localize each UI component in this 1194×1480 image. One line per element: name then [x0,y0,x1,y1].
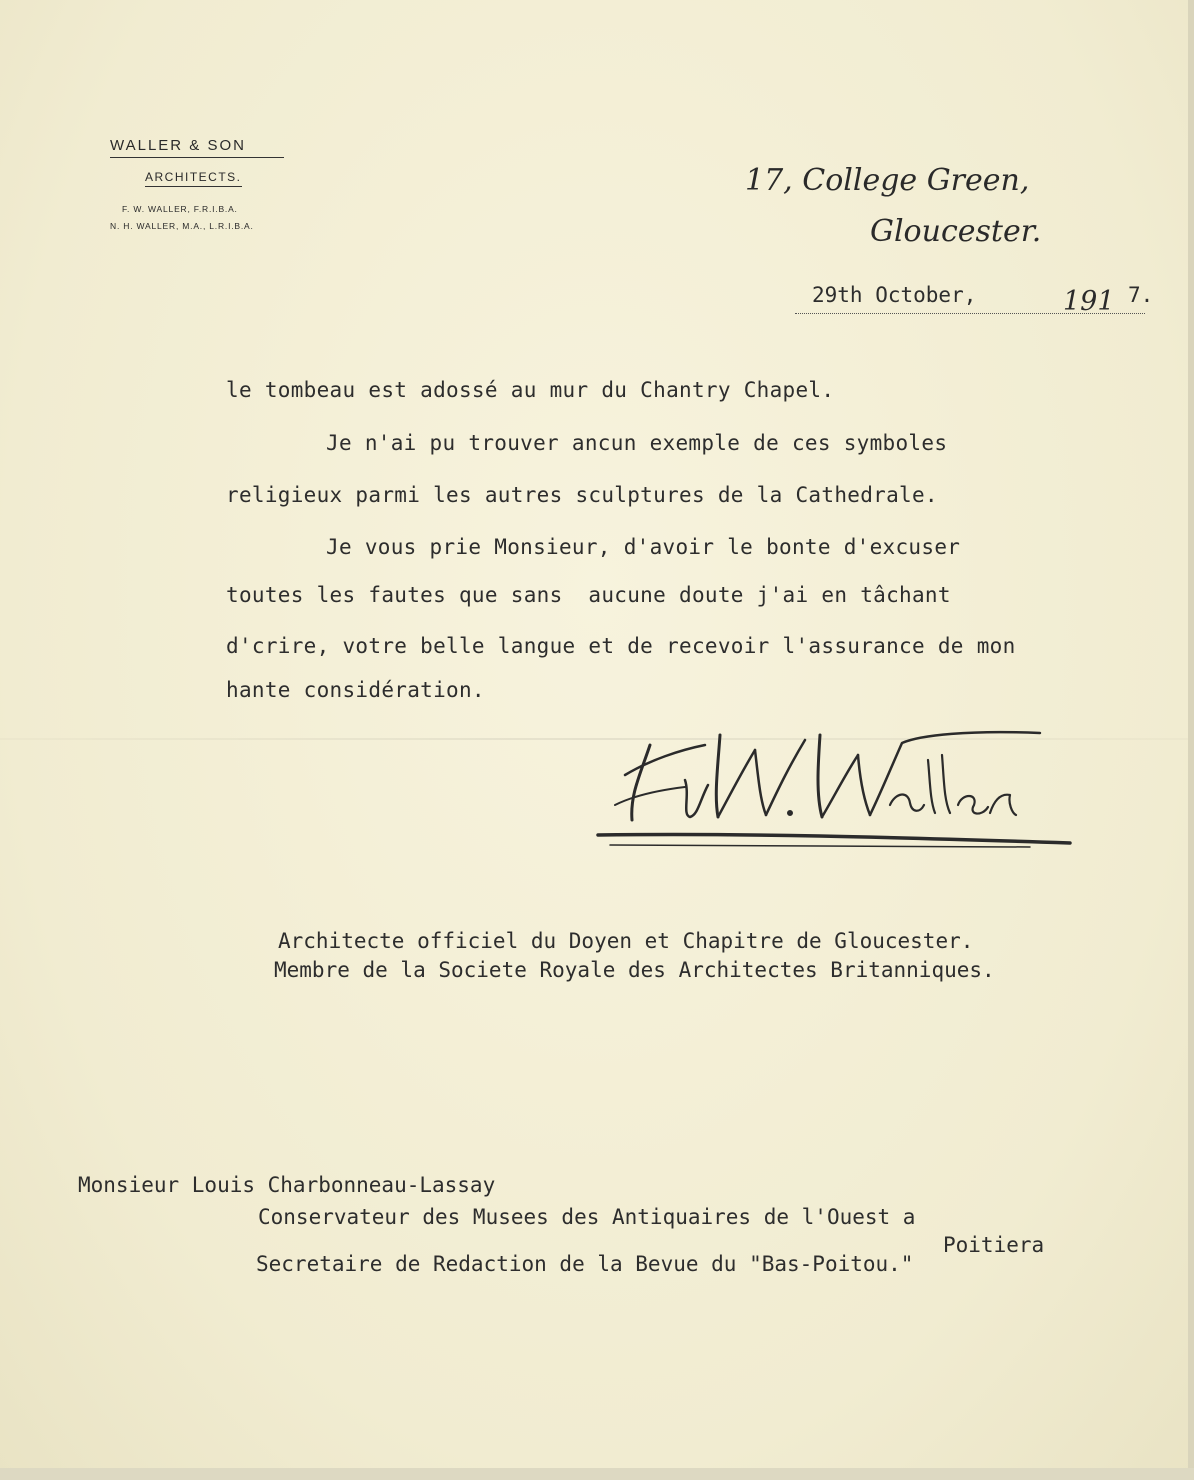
body-line-2: Je n'ai pu trouver ancun exemple de ces symboles [326,431,948,455]
address-line-2: Gloucester. [870,214,1042,249]
date-dotted-rule [795,313,1145,314]
letterhead-partner-1: F. W. WALLER, F.R.I.B.A. [122,204,238,214]
recipient-line-1: Conservateur des Musees des Antiquaires de l'Ouest a [258,1205,916,1229]
recipient-name: Monsieur Louis Charbonneau-Lassay [78,1173,496,1197]
date-year-printed: 191 [1063,286,1115,317]
body-line-6: d'crire, votre belle langue et de recevoir l'assurance de mon [226,634,1016,658]
body-line-5: toutes les fautes que sans aucune doute j'ai en tâchant [226,583,951,607]
date-typed: 29th October, [812,283,977,307]
paper-edge-right [1188,0,1194,1480]
paper-edge-bottom [0,1468,1194,1480]
letterhead-partner-2: N. H. WALLER, M.A., L.R.I.B.A. [110,221,254,231]
handwritten-signature [590,705,1080,865]
recipient-line-2: Secretaire de Redaction de la Bevue du "Bas-Poitou." [256,1252,914,1276]
body-line-4: Je vous prie Monsieur, d'avoir le bonte d'excuser [326,535,961,559]
body-line-3: religieux parmi les autres sculptures de la Cathedrale. [226,483,938,507]
body-line-7: hante considération. [226,678,485,702]
letterhead-profession: ARCHITECTS. [145,170,242,187]
recipient-line-1-continued: Poitiera [943,1233,1045,1257]
body-line-1: le tombeau est adossé au mur du Chantry Chapel. [226,378,835,402]
date-year-typed: 7. [1128,283,1154,307]
address-line-1: 17, College Green, [745,163,1030,198]
signatory-title-2: Membre de la Societe Royale des Architectes Britanniques. [274,958,995,982]
signatory-title-1: Architecte officiel du Doyen et Chapitre de Gloucester. [278,929,974,953]
letterhead-firm: WALLER & SON [110,137,290,158]
